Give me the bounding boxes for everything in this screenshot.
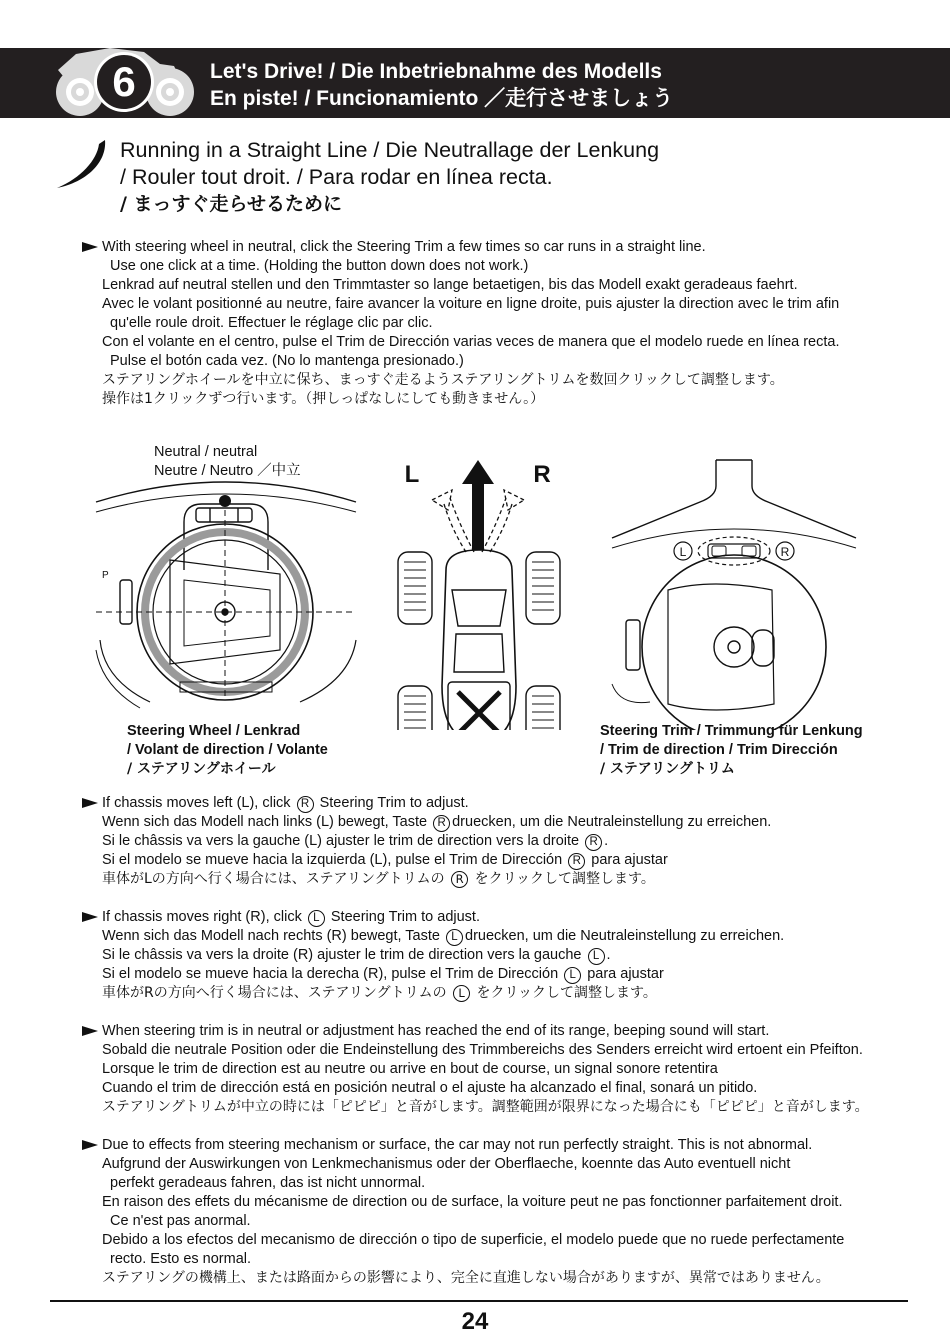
left-case-en <box>82 794 771 813</box>
wheel-caption-line3: / ステアリングホイール <box>127 761 276 777</box>
left-letter: L <box>404 461 420 488</box>
p-mark-icon: P <box>102 570 109 581</box>
right-case-es-text-after: para ajustar <box>587 966 664 982</box>
wheel-caption-line1: Steering Wheel / Lenkrad <box>127 723 301 739</box>
step-number: 6 <box>112 58 136 105</box>
circled-r-icon: R <box>433 815 450 832</box>
circled-l-icon: L <box>308 910 325 927</box>
left-case-es <box>82 851 771 870</box>
intro-line-fr-cont: qu'elle roule droit. Effectuer le réglage clic par clic. <box>110 315 433 331</box>
section-title-line1: Running in a Straight Line / Die Neutrallage der Lenkung <box>120 138 660 162</box>
effects-instructions <box>82 1136 844 1288</box>
neutral-label-line1: Neutral / neutral <box>154 444 258 460</box>
triangle-bullet-icon <box>82 798 98 808</box>
beep-line-de: Sobald die neutrale Position oder die Endeinstellung des Trimmbereichs des Senders erreicht wird ertoent ein Pfeifton. <box>102 1042 863 1058</box>
header-title-line1: Let's Drive! / Die Inbetriebnahme des Modells <box>210 60 662 83</box>
chassis-right-instructions <box>82 908 784 1003</box>
monster-truck-silhouette-icon <box>48 48 198 118</box>
section-title <box>120 137 659 218</box>
right-case-jp <box>82 984 784 1003</box>
effects-line-en: Due to effects from steering mechanism or surface, the car may not run perfectly straight. This is not abnormal. <box>102 1137 813 1153</box>
page-number: 24 <box>461 1308 489 1335</box>
right-case-fr <box>82 946 784 965</box>
left-case-de-text-after: druecken, um die Neutraleinstellung zu erreichen. <box>452 814 772 830</box>
circled-l-icon: L <box>564 967 581 984</box>
circled-r-icon: R <box>585 834 602 851</box>
circled-r-icon: R <box>297 796 314 813</box>
neutral-label-line2: Neutre / Neutro ／中立 <box>154 463 301 479</box>
triangle-bullet-icon <box>82 1026 98 1036</box>
trim-right-indicator <box>776 542 794 560</box>
neutral-dot-icon <box>219 495 231 507</box>
right-case-en-text-after: Steering Trim to adjust. <box>330 909 480 925</box>
steering-trim-caption <box>600 722 863 779</box>
intro-line-en: With steering wheel in neutral, click the Steering Trim a few times so car runs in a straight line. <box>102 239 706 255</box>
section-mark-icon <box>55 138 107 190</box>
left-case-jp-text: 車体がLの方向へ行く場合には、ステアリングトリムの <box>102 871 445 887</box>
left-turn-arrow-icon <box>432 490 452 510</box>
effects-line-fr: En raison des effets du mécanisme de direction ou de surface, la voiture peut ne pas fonctionner parfaitement droit. <box>102 1194 843 1210</box>
section-title-line2: / Rouler tout droit. / Para rodar en línea recta. <box>120 165 553 189</box>
left-case-de-text: Wenn sich das Modell nach links (L) bewegt, Taste <box>102 814 428 830</box>
right-case-de-text: Wenn sich das Modell nach rechts (R) bewegt, Taste <box>102 928 440 944</box>
right-case-de <box>82 927 784 946</box>
beep-line-fr: Lorsque le trim de direction est au neutre ou arrive en bout de course, un signal sonore retentira <box>102 1061 718 1077</box>
left-case-fr-text: Si le châssis va vers la gauche (L) ajuster le trim de direction vers la droite <box>102 833 580 849</box>
steering-diagram <box>0 440 950 730</box>
header-title-line2: En piste! / Funcionamiento ／走行させましょう <box>210 87 674 110</box>
triangle-bullet-icon <box>82 912 98 922</box>
effects-line-de-cont: perfekt geradeaus fahren, das ist nicht unnormal. <box>110 1175 426 1191</box>
right-case-jp-text: 車体がRの方向へ行く場合には、ステアリングトリムの <box>102 985 447 1001</box>
right-letter: R <box>533 461 551 488</box>
circled-l-icon: L <box>446 929 463 946</box>
left-case-fr-text-after: . <box>604 833 609 849</box>
steering-trim-illustration <box>612 460 856 730</box>
header-title <box>210 58 673 112</box>
circled-r-icon: R <box>451 871 468 888</box>
left-case-es-text: Si el modelo se mueve hacia la izquierda (L), pulse el Trim de Dirección <box>102 852 563 868</box>
left-case-jp-text-after: をクリックして調整します。 <box>474 871 655 887</box>
intro-line-es: Con el volante en el centro, pulse el Trim de Dirección varias veces de manera que el modelo ruede en línea recta. <box>102 334 840 350</box>
right-case-fr-text-after: . <box>606 947 611 963</box>
header-bar <box>0 48 950 118</box>
circled-l-icon: L <box>453 985 470 1002</box>
intro-line-es-note: Pulse el botón cada vez. (No lo mantenga presionado.) <box>110 353 464 369</box>
right-case-en-text: If chassis moves right (R), click <box>102 909 302 925</box>
trim-caption-line1: Steering Trim / Trimmung für Lenkung <box>600 723 863 739</box>
circled-l-icon: L <box>588 948 605 965</box>
intro-line-de: Lenkrad auf neutral stellen und den Trimmtaster so lange betaetigen, bis das Modell exakt geradeaus faehrt. <box>102 277 798 293</box>
right-case-fr-text: Si le châssis va vers la droite (R) ajuster le trim de direction vers la gauche <box>102 947 582 963</box>
right-case-jp-text-after: をクリックして調整します。 <box>476 985 657 1001</box>
beep-line-es: Cuando el trim de dirección está en posición neutral o el ajuste ha alcanzado el final, sonará un pitido. <box>102 1080 758 1096</box>
effects-line-de: Aufgrund der Auswirkungen von Lenkmechanismus oder der Oberflaeche, koennte das Auto eventuell nicht <box>102 1156 791 1172</box>
intro-line-fr: Avec le volant positionné au neutre, faire avancer la voiture en ligne droite, puis ajuster la direction avec le trim afin <box>102 296 840 312</box>
effects-line-fr-cont: Ce n'est pas anormal. <box>110 1213 251 1229</box>
triangle-bullet-icon <box>82 1140 98 1150</box>
footer-rule <box>50 1300 908 1302</box>
left-case-en-text: If chassis moves left (L), click <box>102 795 291 811</box>
intro-instructions <box>82 238 840 409</box>
trim-caption-line3: / ステアリングトリム <box>600 761 735 777</box>
truck-topdown-illustration <box>398 460 560 730</box>
triangle-bullet-icon <box>82 242 98 252</box>
effects-line-es: Debido a los efectos del mecanismo de dirección o tipo de superficie, el modelo puede que no ruede perfectamente <box>102 1232 845 1248</box>
right-case-es-text: Si el modelo se mueve hacia la derecha (R), pulse el Trim de Dirección <box>102 966 559 982</box>
effects-line-jp: ステアリングの機構上、または路面からの影響により、完全に直進しない場合がありますが、異常ではありません。 <box>102 1270 830 1286</box>
chassis-left-instructions <box>82 794 771 889</box>
right-case-en <box>82 908 784 927</box>
wheel-caption-line2: / Volant de direction / Volante <box>127 742 328 758</box>
trim-right-letter: R <box>780 545 790 559</box>
intro-line-jp-note: 操作は1クリックずつ行います。（押しっぱなしにしても動きません。） <box>102 391 545 407</box>
left-case-fr <box>82 832 771 851</box>
right-turn-arrow-icon <box>504 490 524 510</box>
beep-instructions <box>82 1022 869 1117</box>
intro-line-en-note: Use one click at a time. (Holding the button down does not work.) <box>110 258 529 274</box>
left-case-de <box>82 813 771 832</box>
steering-wheel-caption <box>127 722 328 779</box>
trim-caption-line2: / Trim de direction / Trim Dirección <box>600 742 838 758</box>
right-case-de-text-after: druecken, um die Neutraleinstellung zu erreichen. <box>465 928 785 944</box>
left-case-es-text-after: para ajustar <box>591 852 668 868</box>
left-case-jp <box>82 870 771 889</box>
circled-r-icon: R <box>568 853 585 870</box>
beep-line-jp: ステアリングトリムが中立の時には「ピピピ」と音がします。調整範囲が限界になった場合にも「ピピピ」と音がします。 <box>102 1099 869 1115</box>
steering-wheel-illustration <box>96 482 356 708</box>
beep-line-en: When steering trim is in neutral or adjustment has reached the end of its range, beeping sound will start. <box>102 1023 770 1039</box>
trim-left-indicator <box>674 542 692 560</box>
effects-line-es-cont: recto. Esto es normal. <box>110 1251 252 1267</box>
intro-line-jp: ステアリングホイールを中立に保ち、まっすぐ走るようステアリングトリムを数回クリックして調整します。 <box>102 372 784 388</box>
section-title-line3: / まっすぐ走らせるために <box>120 193 342 215</box>
trim-left-letter: L <box>679 545 687 559</box>
right-case-es <box>82 965 784 984</box>
left-case-en-text-after: Steering Trim to adjust. <box>319 795 469 811</box>
